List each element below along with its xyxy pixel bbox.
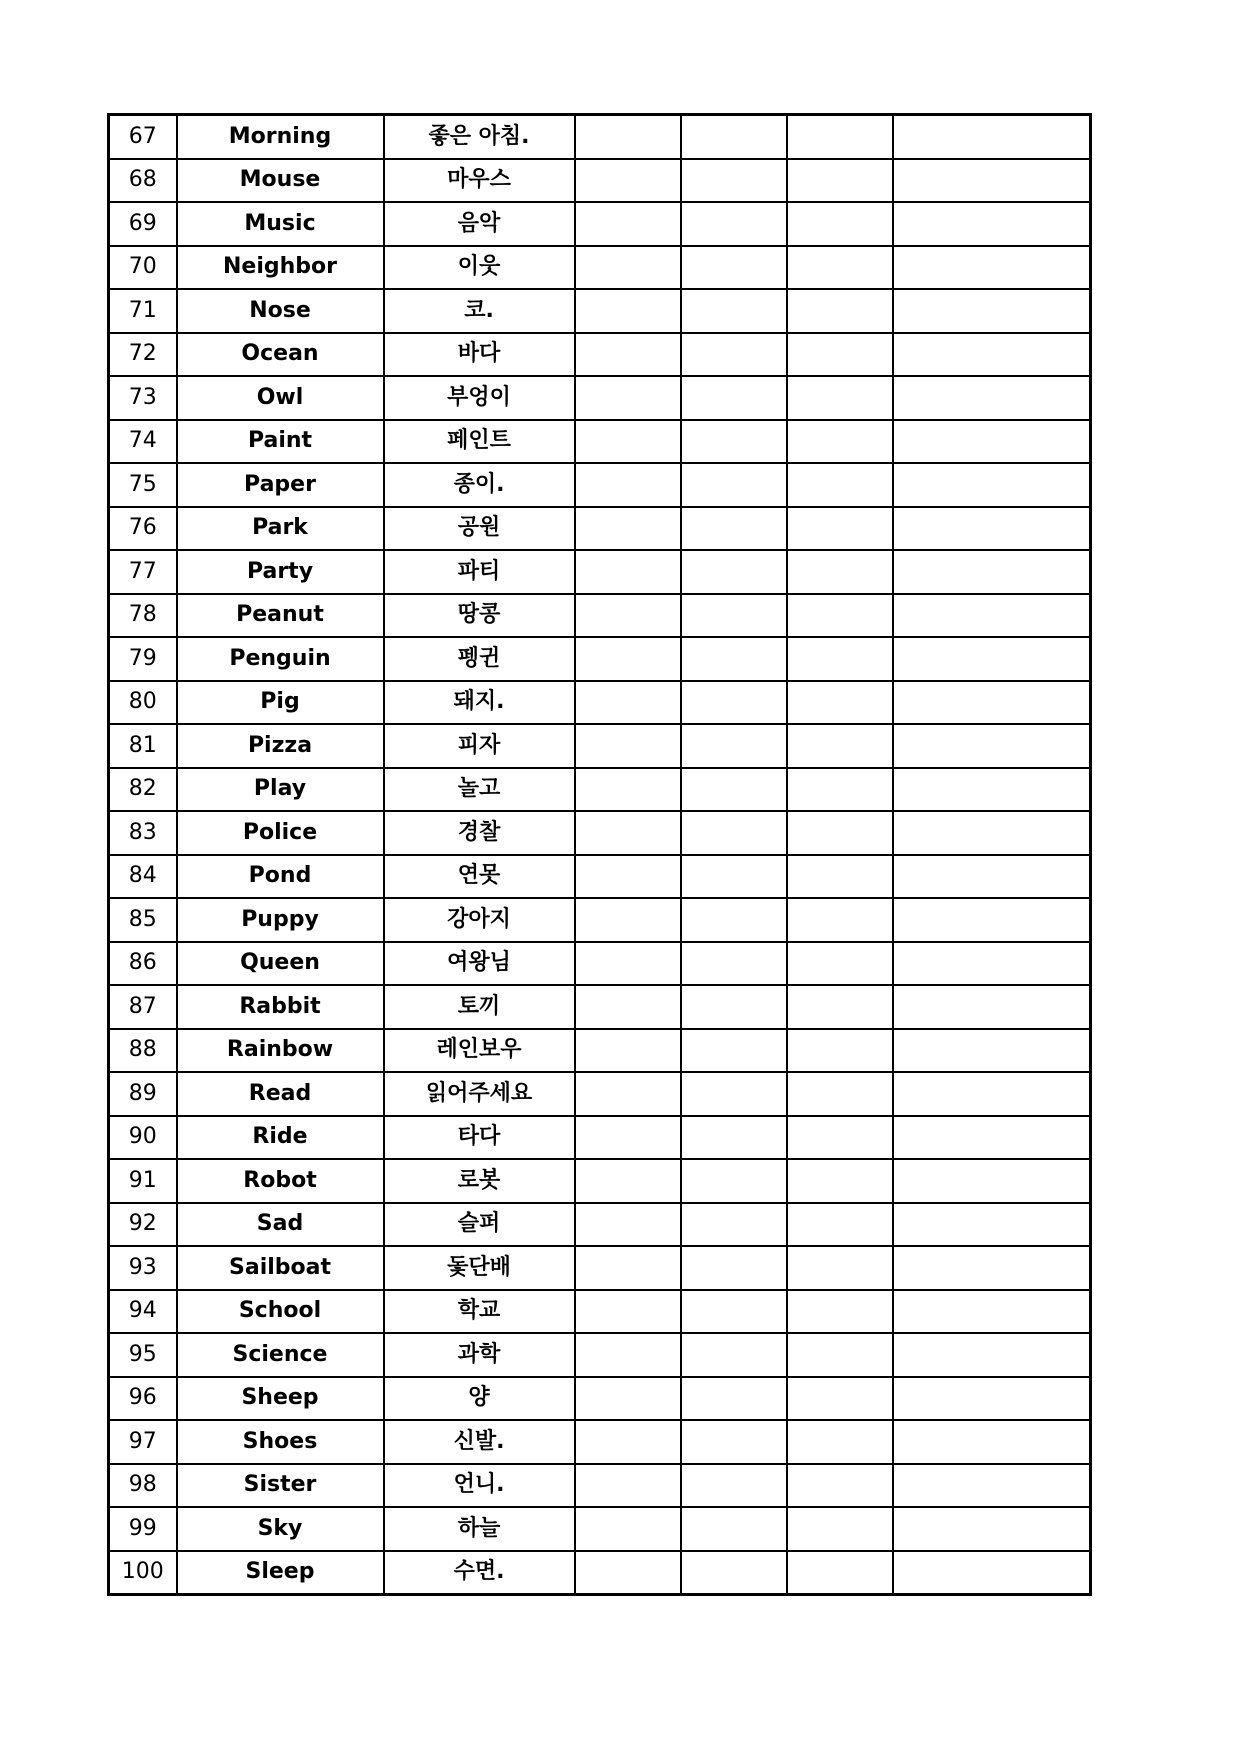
blank-writing-cell (893, 1246, 1091, 1290)
english-word-cell: Paint (177, 420, 384, 464)
row-number-cell: 80 (109, 681, 177, 725)
blank-writing-cell (681, 768, 787, 812)
blank-writing-cell (681, 376, 787, 420)
korean-translation-cell: 경찰 (384, 811, 575, 855)
korean-translation-cell: 펭귄 (384, 637, 575, 681)
table-row (109, 942, 1091, 986)
korean-translation-cell: 토끼 (384, 985, 575, 1029)
blank-writing-cell (575, 420, 681, 464)
row-number-cell: 76 (109, 507, 177, 551)
blank-writing-cell (575, 289, 681, 333)
blank-writing-cell (893, 768, 1091, 812)
table-row (109, 1333, 1091, 1377)
english-word-cell: Pizza (177, 724, 384, 768)
blank-writing-cell (681, 333, 787, 377)
row-number-cell: 95 (109, 1333, 177, 1377)
blank-writing-cell (893, 681, 1091, 725)
blank-writing-cell (681, 507, 787, 551)
blank-writing-cell (681, 811, 787, 855)
row-number-cell: 100 (109, 1551, 177, 1595)
blank-writing-cell (575, 811, 681, 855)
blank-writing-cell (787, 985, 893, 1029)
korean-translation-cell: 타다 (384, 1116, 575, 1160)
english-word-cell: Park (177, 507, 384, 551)
korean-translation-cell: 학교 (384, 1290, 575, 1334)
blank-writing-cell (575, 1420, 681, 1464)
table-row (109, 1290, 1091, 1334)
blank-writing-cell (893, 420, 1091, 464)
korean-translation-cell: 레인보우 (384, 1029, 575, 1073)
vocabulary-table (107, 113, 1092, 1596)
blank-writing-cell (893, 202, 1091, 246)
blank-writing-cell (681, 420, 787, 464)
blank-writing-cell (893, 1029, 1091, 1073)
english-word-cell: Robot (177, 1159, 384, 1203)
table-row (109, 1420, 1091, 1464)
blank-writing-cell (575, 637, 681, 681)
table-row (109, 1551, 1091, 1595)
table-row (109, 115, 1091, 159)
row-number-cell: 96 (109, 1377, 177, 1421)
row-number-cell: 94 (109, 1290, 177, 1334)
table-row (109, 985, 1091, 1029)
blank-writing-cell (893, 637, 1091, 681)
blank-writing-cell (681, 1420, 787, 1464)
blank-writing-cell (575, 1377, 681, 1421)
blank-writing-cell (575, 855, 681, 899)
table-row (109, 1507, 1091, 1551)
blank-writing-cell (575, 507, 681, 551)
row-number-cell: 91 (109, 1159, 177, 1203)
english-word-cell: Rainbow (177, 1029, 384, 1073)
english-word-cell: Owl (177, 376, 384, 420)
korean-translation-cell: 돼지. (384, 681, 575, 725)
blank-writing-cell (787, 855, 893, 899)
blank-writing-cell (893, 985, 1091, 1029)
korean-translation-cell: 돛단배 (384, 1246, 575, 1290)
blank-writing-cell (787, 1420, 893, 1464)
english-word-cell: Mouse (177, 159, 384, 203)
row-number-cell: 97 (109, 1420, 177, 1464)
korean-translation-cell: 피자 (384, 724, 575, 768)
english-word-cell: Peanut (177, 594, 384, 638)
blank-writing-cell (787, 1246, 893, 1290)
blank-writing-cell (681, 1464, 787, 1508)
blank-writing-cell (893, 1507, 1091, 1551)
blank-writing-cell (681, 898, 787, 942)
blank-writing-cell (681, 1377, 787, 1421)
english-word-cell: Sister (177, 1464, 384, 1508)
blank-writing-cell (575, 594, 681, 638)
blank-writing-cell (575, 1290, 681, 1334)
english-word-cell: Pig (177, 681, 384, 725)
table-row (109, 1072, 1091, 1116)
blank-writing-cell (575, 376, 681, 420)
blank-writing-cell (575, 1246, 681, 1290)
english-word-cell: Neighbor (177, 246, 384, 290)
row-number-cell: 78 (109, 594, 177, 638)
korean-translation-cell: 양 (384, 1377, 575, 1421)
table-row (109, 159, 1091, 203)
blank-writing-cell (787, 507, 893, 551)
table-row (109, 333, 1091, 377)
table-row (109, 768, 1091, 812)
blank-writing-cell (893, 333, 1091, 377)
row-number-cell: 75 (109, 463, 177, 507)
blank-writing-cell (575, 1116, 681, 1160)
row-number-cell: 79 (109, 637, 177, 681)
blank-writing-cell (787, 1072, 893, 1116)
blank-writing-cell (787, 724, 893, 768)
table-row (109, 637, 1091, 681)
row-number-cell: 84 (109, 855, 177, 899)
blank-writing-cell (893, 1377, 1091, 1421)
blank-writing-cell (681, 550, 787, 594)
korean-translation-cell: 읽어주세요 (384, 1072, 575, 1116)
table-row (109, 1464, 1091, 1508)
table-row (109, 855, 1091, 899)
blank-writing-cell (575, 1203, 681, 1247)
english-word-cell: Sailboat (177, 1246, 384, 1290)
english-word-cell: Paper (177, 463, 384, 507)
blank-writing-cell (787, 1464, 893, 1508)
english-word-cell: School (177, 1290, 384, 1334)
blank-writing-cell (893, 594, 1091, 638)
row-number-cell: 81 (109, 724, 177, 768)
blank-writing-cell (575, 246, 681, 290)
blank-writing-cell (893, 246, 1091, 290)
row-number-cell: 89 (109, 1072, 177, 1116)
table-row (109, 376, 1091, 420)
korean-translation-cell: 이웃 (384, 246, 575, 290)
blank-writing-cell (575, 724, 681, 768)
row-number-cell: 87 (109, 985, 177, 1029)
english-word-cell: Pond (177, 855, 384, 899)
english-word-cell: Rabbit (177, 985, 384, 1029)
blank-writing-cell (787, 420, 893, 464)
blank-writing-cell (575, 1159, 681, 1203)
blank-writing-cell (681, 1290, 787, 1334)
blank-writing-cell (787, 768, 893, 812)
blank-writing-cell (893, 811, 1091, 855)
table-row (109, 289, 1091, 333)
korean-translation-cell: 언니. (384, 1464, 575, 1508)
blank-writing-cell (681, 637, 787, 681)
blank-writing-cell (787, 1507, 893, 1551)
blank-writing-cell (787, 333, 893, 377)
korean-translation-cell: 슬퍼 (384, 1203, 575, 1247)
row-number-cell: 99 (109, 1507, 177, 1551)
blank-writing-cell (893, 550, 1091, 594)
blank-writing-cell (787, 115, 893, 159)
blank-writing-cell (787, 376, 893, 420)
blank-writing-cell (893, 1464, 1091, 1508)
row-number-cell: 71 (109, 289, 177, 333)
table-row (109, 507, 1091, 551)
blank-writing-cell (681, 985, 787, 1029)
blank-writing-cell (893, 724, 1091, 768)
blank-writing-cell (681, 724, 787, 768)
korean-translation-cell: 수면. (384, 1551, 575, 1595)
blank-writing-cell (681, 202, 787, 246)
korean-translation-cell: 연못 (384, 855, 575, 899)
english-word-cell: Party (177, 550, 384, 594)
table-row (109, 724, 1091, 768)
blank-writing-cell (893, 376, 1091, 420)
blank-writing-cell (893, 289, 1091, 333)
english-word-cell: Morning (177, 115, 384, 159)
row-number-cell: 72 (109, 333, 177, 377)
blank-writing-cell (787, 1377, 893, 1421)
row-number-cell: 93 (109, 1246, 177, 1290)
korean-translation-cell: 하늘 (384, 1507, 575, 1551)
blank-writing-cell (787, 1159, 893, 1203)
blank-writing-cell (575, 159, 681, 203)
blank-writing-cell (787, 681, 893, 725)
english-word-cell: Science (177, 1333, 384, 1377)
korean-translation-cell: 종이. (384, 463, 575, 507)
blank-writing-cell (681, 159, 787, 203)
blank-writing-cell (575, 463, 681, 507)
blank-writing-cell (787, 942, 893, 986)
row-number-cell: 82 (109, 768, 177, 812)
vocabulary-table-body (109, 115, 1091, 1595)
table-row (109, 594, 1091, 638)
blank-writing-cell (893, 1420, 1091, 1464)
blank-writing-cell (575, 768, 681, 812)
table-row (109, 1029, 1091, 1073)
blank-writing-cell (681, 1333, 787, 1377)
blank-writing-cell (787, 289, 893, 333)
blank-writing-cell (575, 898, 681, 942)
korean-translation-cell: 여왕님 (384, 942, 575, 986)
blank-writing-cell (893, 898, 1091, 942)
blank-writing-cell (681, 681, 787, 725)
table-row (109, 202, 1091, 246)
row-number-cell: 90 (109, 1116, 177, 1160)
blank-writing-cell (681, 855, 787, 899)
blank-writing-cell (681, 289, 787, 333)
blank-writing-cell (681, 1203, 787, 1247)
korean-translation-cell: 공원 (384, 507, 575, 551)
english-word-cell: Sad (177, 1203, 384, 1247)
english-word-cell: Sheep (177, 1377, 384, 1421)
blank-writing-cell (681, 1029, 787, 1073)
blank-writing-cell (681, 1507, 787, 1551)
table-row (109, 1203, 1091, 1247)
table-row (109, 1116, 1091, 1160)
blank-writing-cell (681, 1551, 787, 1595)
blank-writing-cell (893, 1551, 1091, 1595)
blank-writing-cell (893, 942, 1091, 986)
korean-translation-cell: 강아지 (384, 898, 575, 942)
blank-writing-cell (575, 1072, 681, 1116)
blank-writing-cell (893, 1159, 1091, 1203)
row-number-cell: 67 (109, 115, 177, 159)
korean-translation-cell: 부엉이 (384, 376, 575, 420)
blank-writing-cell (681, 1246, 787, 1290)
blank-writing-cell (787, 1551, 893, 1595)
korean-translation-cell: 페인트 (384, 420, 575, 464)
blank-writing-cell (681, 594, 787, 638)
row-number-cell: 70 (109, 246, 177, 290)
blank-writing-cell (893, 1290, 1091, 1334)
row-number-cell: 68 (109, 159, 177, 203)
blank-writing-cell (681, 1159, 787, 1203)
english-word-cell: Shoes (177, 1420, 384, 1464)
table-row (109, 898, 1091, 942)
blank-writing-cell (787, 550, 893, 594)
blank-writing-cell (787, 463, 893, 507)
table-row (109, 811, 1091, 855)
row-number-cell: 73 (109, 376, 177, 420)
english-word-cell: Puppy (177, 898, 384, 942)
blank-writing-cell (893, 1203, 1091, 1247)
blank-writing-cell (681, 942, 787, 986)
korean-translation-cell: 놀고 (384, 768, 575, 812)
table-row (109, 1377, 1091, 1421)
blank-writing-cell (787, 202, 893, 246)
blank-writing-cell (575, 333, 681, 377)
row-number-cell: 92 (109, 1203, 177, 1247)
row-number-cell: 85 (109, 898, 177, 942)
blank-writing-cell (893, 1116, 1091, 1160)
row-number-cell: 98 (109, 1464, 177, 1508)
korean-translation-cell: 로봇 (384, 1159, 575, 1203)
blank-writing-cell (893, 463, 1091, 507)
english-word-cell: Queen (177, 942, 384, 986)
row-number-cell: 88 (109, 1029, 177, 1073)
blank-writing-cell (681, 115, 787, 159)
blank-writing-cell (575, 1464, 681, 1508)
blank-writing-cell (575, 202, 681, 246)
table-row (109, 463, 1091, 507)
blank-writing-cell (681, 246, 787, 290)
blank-writing-cell (575, 115, 681, 159)
blank-writing-cell (575, 1029, 681, 1073)
blank-writing-cell (787, 898, 893, 942)
row-number-cell: 74 (109, 420, 177, 464)
blank-writing-cell (575, 985, 681, 1029)
blank-writing-cell (893, 507, 1091, 551)
korean-translation-cell: 땅콩 (384, 594, 575, 638)
english-word-cell: Penguin (177, 637, 384, 681)
korean-translation-cell: 과학 (384, 1333, 575, 1377)
english-word-cell: Read (177, 1072, 384, 1116)
blank-writing-cell (893, 855, 1091, 899)
blank-writing-cell (575, 681, 681, 725)
blank-writing-cell (787, 811, 893, 855)
blank-writing-cell (575, 550, 681, 594)
table-row (109, 420, 1091, 464)
blank-writing-cell (787, 246, 893, 290)
english-word-cell: Ride (177, 1116, 384, 1160)
blank-writing-cell (787, 637, 893, 681)
english-word-cell: Play (177, 768, 384, 812)
table-row (109, 1246, 1091, 1290)
table-row (109, 681, 1091, 725)
english-word-cell: Police (177, 811, 384, 855)
korean-translation-cell: 바다 (384, 333, 575, 377)
blank-writing-cell (787, 1333, 893, 1377)
korean-translation-cell: 신발. (384, 1420, 575, 1464)
korean-translation-cell: 파티 (384, 550, 575, 594)
blank-writing-cell (787, 1029, 893, 1073)
row-number-cell: 83 (109, 811, 177, 855)
blank-writing-cell (681, 463, 787, 507)
blank-writing-cell (787, 1203, 893, 1247)
blank-writing-cell (575, 1551, 681, 1595)
blank-writing-cell (893, 115, 1091, 159)
blank-writing-cell (575, 942, 681, 986)
table-row (109, 550, 1091, 594)
blank-writing-cell (681, 1116, 787, 1160)
blank-writing-cell (575, 1507, 681, 1551)
korean-translation-cell: 좋은 아침. (384, 115, 575, 159)
blank-writing-cell (893, 1333, 1091, 1377)
row-number-cell: 69 (109, 202, 177, 246)
blank-writing-cell (787, 1116, 893, 1160)
table-row (109, 1159, 1091, 1203)
korean-translation-cell: 코. (384, 289, 575, 333)
row-number-cell: 86 (109, 942, 177, 986)
english-word-cell: Music (177, 202, 384, 246)
korean-translation-cell: 음악 (384, 202, 575, 246)
korean-translation-cell: 마우스 (384, 159, 575, 203)
english-word-cell: Ocean (177, 333, 384, 377)
table-row (109, 246, 1091, 290)
english-word-cell: Sleep (177, 1551, 384, 1595)
english-word-cell: Sky (177, 1507, 384, 1551)
row-number-cell: 77 (109, 550, 177, 594)
blank-writing-cell (787, 594, 893, 638)
blank-writing-cell (787, 1290, 893, 1334)
english-word-cell: Nose (177, 289, 384, 333)
blank-writing-cell (893, 1072, 1091, 1116)
blank-writing-cell (787, 159, 893, 203)
blank-writing-cell (575, 1333, 681, 1377)
blank-writing-cell (893, 159, 1091, 203)
blank-writing-cell (681, 1072, 787, 1116)
